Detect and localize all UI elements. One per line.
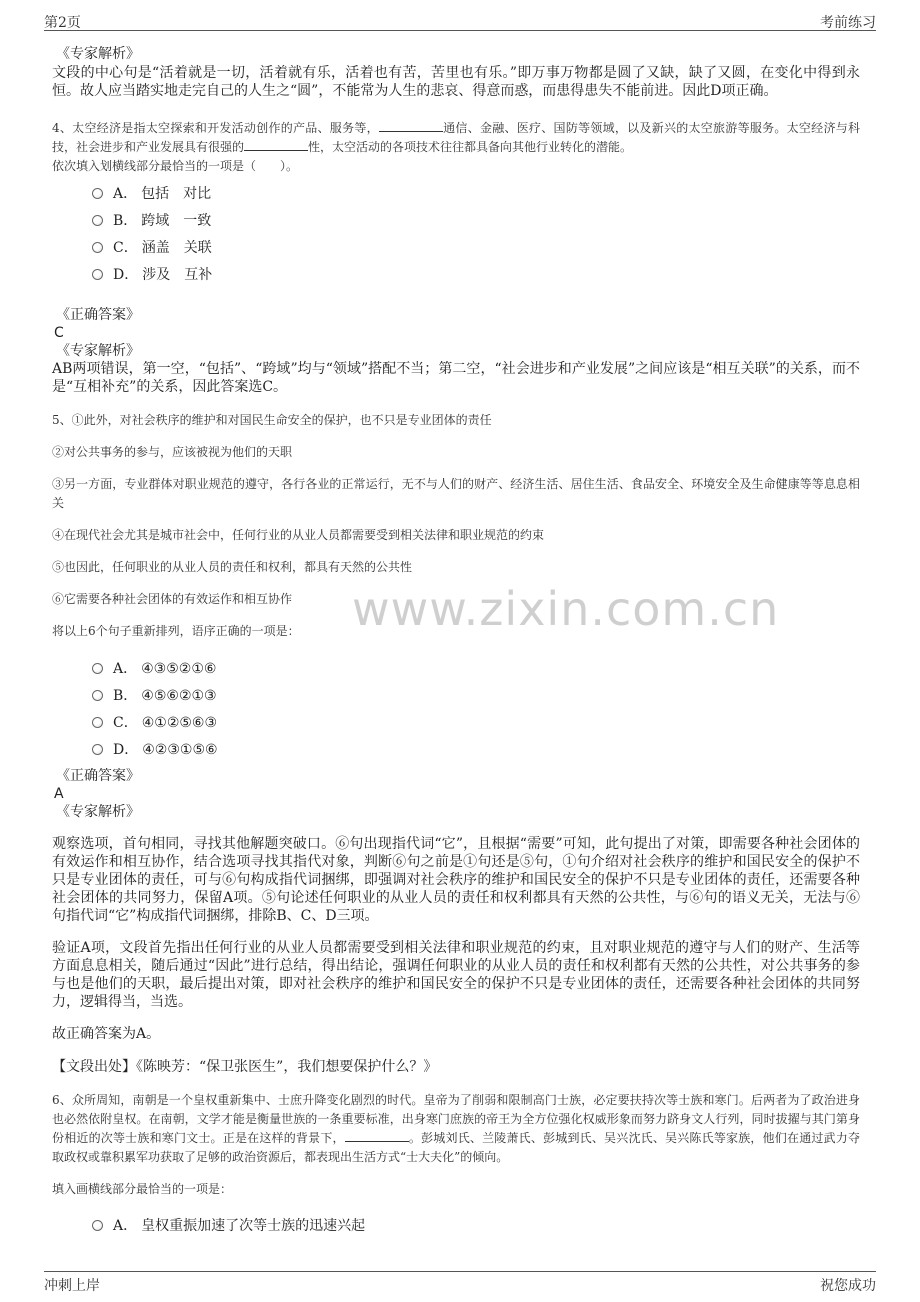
option-c[interactable]: C． 涵盖 关联 xyxy=(92,234,860,261)
radio-icon[interactable] xyxy=(92,188,103,199)
option-a[interactable]: A． 皇权重振加速了次等士族的迅速兴起 xyxy=(92,1212,860,1239)
radio-icon[interactable] xyxy=(92,744,103,755)
option-a[interactable]: A． 包括 对比 xyxy=(92,180,860,207)
answer-label: 《正确答案》 xyxy=(56,768,140,784)
analysis-label: 《专家解析》 xyxy=(56,804,140,820)
option-d[interactable]: D． ④②③①⑤⑥ xyxy=(92,736,860,763)
option-a[interactable]: A． ④③⑤②①⑥ xyxy=(92,655,860,682)
question-4-instruction: 依次填入划横线部分最恰当的一项是（ ）。 xyxy=(52,159,299,173)
analysis-paragraph-2: 验证A项，文段首先指出任何行业的从业人员都需要受到相关法律和职业规范的约束，且对职业规范的遵守与人们的财产、生活等方面息息相关，随后通过“因此”进行总结，得出结论，强调任何职业的从业人员的责任和权利都有天然的公共性，对公共事务的参与也是他们的天职，最后提出对策，即对社会秩序的维护和国民安全的保护不只是专业团体的责任，还需要各种社会团体的共同努力，逻辑得当，当选。 xyxy=(52,940,860,1010)
blank-1 xyxy=(345,1129,409,1142)
document-body xyxy=(52,40,860,1239)
option-b[interactable]: B． ④⑤⑥②①③ xyxy=(92,682,860,709)
analysis-label: 《专家解析》 xyxy=(56,46,140,62)
header-title: 考前练习 xyxy=(820,15,876,31)
source-citation: 【文段出处】《陈映芳：“保卫张医生”，我们想要保护什么？》 xyxy=(52,1059,438,1075)
page-number: 第2页 xyxy=(44,15,81,31)
question-6-text: 6、众所周知，南朝是一个皇权重新集中、士庶升降变化剧烈的时代。皇帝为了削弱和限制高门士族，必定要扶持次等士族和寒门。后两者为了政治进身也必然依附皇权。在南朝，文学才能是衡量世族的一条重要标准，出身寒门庶族的帝王为全方位强化权威形象而努力跻身文人行列，同时拔擢与其门第身份相近的次等士族和寒门文士。正是在这样的背景下， 。彭城刘氏、兰陵萧氏、彭城到氏、吴兴沈氏、吴兴陈氏等家族，他们在通过武力夺取政权或靠积累军功获取了足够的政治资源后，都表现出生活方式“士大夫化”的倾向。 xyxy=(52,1093,860,1164)
page-header xyxy=(44,8,876,31)
answer-label: 《正确答案》 xyxy=(56,307,140,323)
analysis-text: 文段的中心句是“活着就是一切，活着就有乐，活着也有苦，苦里也有乐。”即万事万物都是圆了又缺，缺了又圆，在变化中得到永恒。故人应当踏实地走完自己的人生之“圆”，不能常为人生的悲哀、得意而惑，而患得患失不能前进。因此D项正确。 xyxy=(52,65,860,99)
radio-icon[interactable] xyxy=(92,269,103,280)
question-5-sentence-6: ⑥它需要各种社会团体的有效运作和相互协作 xyxy=(52,592,293,606)
radio-icon[interactable] xyxy=(92,215,103,226)
analysis-label: 《专家解析》 xyxy=(56,343,140,359)
option-b[interactable]: B． 跨域 一致 xyxy=(92,207,860,234)
question-5-sentence-2: ②对公共事务的参与，应该被视为他们的天职 xyxy=(52,445,293,459)
question-6-options xyxy=(52,1212,860,1239)
footer-right: 祝您成功 xyxy=(820,1278,876,1294)
question-6-instruction: 填入画横线部分最恰当的一项是： xyxy=(52,1182,233,1196)
answer-value: A xyxy=(54,786,64,802)
analysis-text: AB两项错误，第一空，“包括”、“跨域”均与“领域”搭配不当；第二空，“社会进步和产业发展”之间应该是“相互关联”的关系，而不是“互相补充”的关系，因此答案选C。 xyxy=(52,361,860,395)
question-4-options xyxy=(52,180,860,288)
question-4-text: 4、太空经济是指太空探索和开发活动创作的产品、服务等， 通信、金融、医疗、国防等领域，以及新兴的太空旅游等服务。太空经济与科技，社会进步和产业发展具有很强的 性，太空活动的各项技术往往都具备向其他行业转化的潜能。 xyxy=(52,121,860,154)
question-5-sentence-1: 5、①此外，对社会秩序的维护和对国民生命安全的保护，也不只是专业团体的责任 xyxy=(52,413,492,427)
question-5-instruction: 将以上6个句子重新排列，语序正确的一项是： xyxy=(52,624,300,638)
radio-icon[interactable] xyxy=(92,717,103,728)
question-5-sentence-3: ③另一方面，专业群体对职业规范的遵守，各行各业的正常运行，无不与人们的财产、经济生活、居住生活、食品安全、环境安全及生命健康等等息息相关 xyxy=(52,477,860,510)
option-d[interactable]: D． 涉及 互补 xyxy=(92,261,860,288)
footer-left: 冲刺上岸 xyxy=(44,1278,100,1294)
radio-icon[interactable] xyxy=(92,663,103,674)
answer-value: C xyxy=(54,325,64,341)
page-footer xyxy=(44,1271,876,1294)
radio-icon[interactable] xyxy=(92,242,103,253)
analysis-conclusion: 故正确答案为A。 xyxy=(52,1026,161,1042)
blank-1 xyxy=(379,119,443,132)
radio-icon[interactable] xyxy=(92,690,103,701)
option-c[interactable]: C． ④①②⑤⑥③ xyxy=(92,709,860,736)
watermark: www.zixin.com.cn xyxy=(352,582,780,636)
blank-2 xyxy=(244,138,308,151)
question-5-options xyxy=(52,655,860,763)
analysis-paragraph-1: 观察选项，首句相同，寻找其他解题突破口。⑥句出现指代词“它”，且根据“需要”可知，此句提出了对策，即需要各种社会团体的有效运作和相互协作，结合选项寻找其指代对象，判断⑥句之前是①句还是⑤句，①句介绍对社会秩序的维护和国民安全的保护不只是专业团体的责任，可与⑥句构成指代词捆绑，即强调对社会秩序的维护和国民安全的保护不只是专业团体的责任，还需要各种社会团体的共同努力，保留A项。⑤句论述任何职业的从业人员的责任和权利都具有天然的公共性，与⑥句的语义无关，无法与⑥句指代词“它”构成指代词捆绑，排除B、C、D三项。 xyxy=(52,836,860,924)
question-5-sentence-5: ⑤也因此，任何职业的从业人员的责任和权利，都具有天然的公共性 xyxy=(52,560,413,574)
radio-icon[interactable] xyxy=(92,1220,103,1231)
question-5-sentence-4: ④在现代社会尤其是城市社会中，任何行业的从业人员都需要受到相关法律和职业规范的约束 xyxy=(52,528,545,542)
